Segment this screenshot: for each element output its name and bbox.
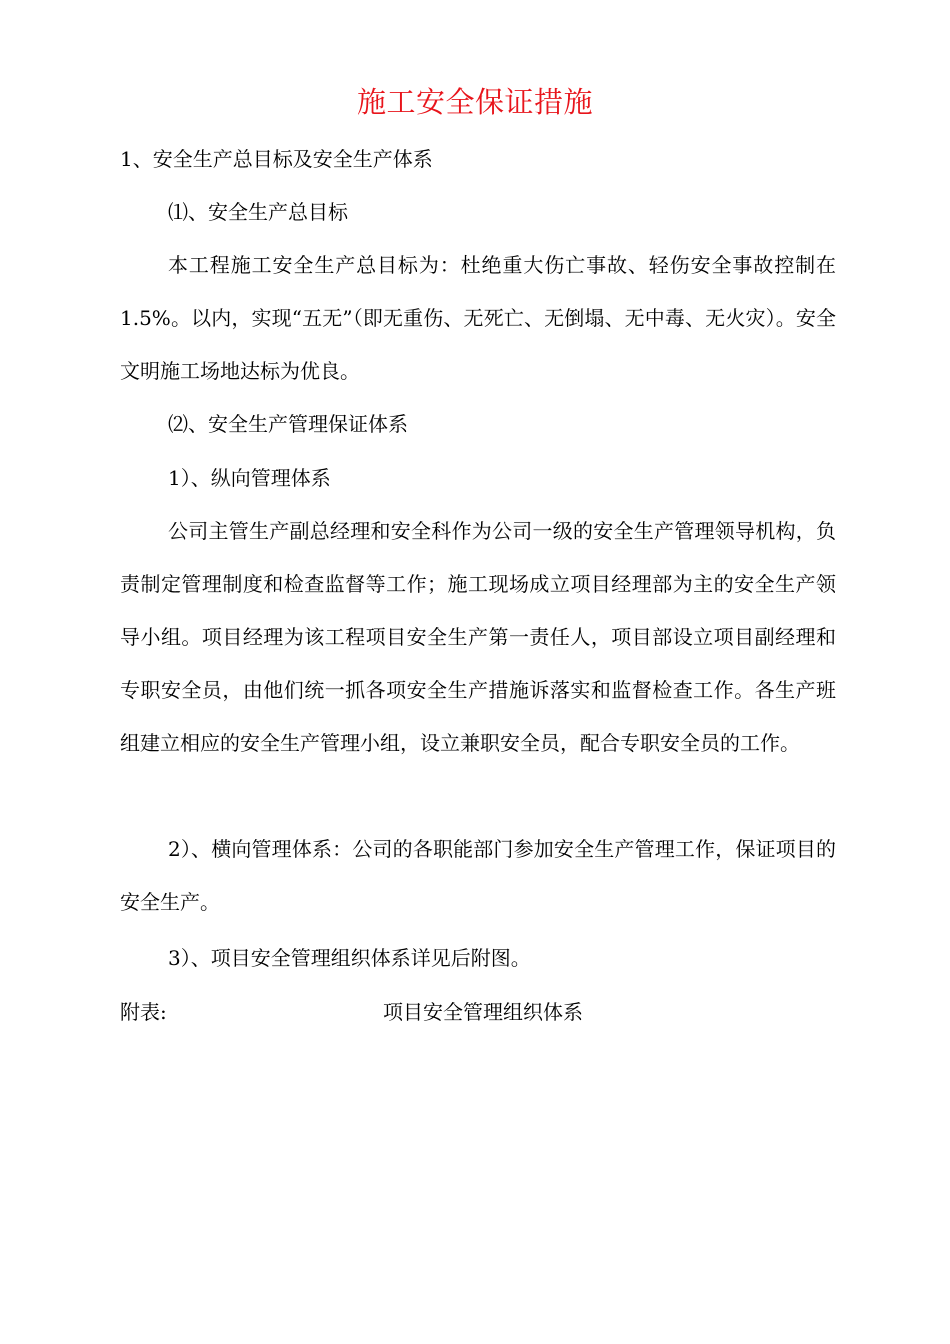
item-organization-chart: 3）、项目安全管理组织体系详见后附图。: [168, 946, 531, 970]
paragraph-safety-goal: 本工程施工安全生产总目标为：杜绝重大伤亡事故、轻伤安全事故控制在1.5%。以内，实现“五无”（即无重伤、无死亡、无倒塌、无中毒、无火灾）。安全文明施工场地达标为优良。: [120, 253, 836, 383]
document-title: 施工安全保证措施: [356, 85, 593, 119]
item-vertical-management: 1）、纵向管理体系: [168, 466, 331, 490]
appendix-title: 项目安全管理组织体系: [383, 1000, 583, 1024]
appendix-label: 附表:: [120, 1000, 167, 1024]
paragraph-horizontal-management: 2）、横向管理体系：公司的各职能部门参加安全生产管理工作，保证项目的安全生产。: [120, 837, 836, 914]
paragraph-vertical-management: 公司主管生产副总经理和安全科作为公司一级的安全生产管理领导机构，负责制定管理制度和检查监督等工作；施工现场成立项目经理部为主的安全生产领导小组。项目经理为该工程项目安全生产第一责任人，项目部设立项目副经理和专职安全员，由他们统一抓各项安全生产措施诉落实和监督检查工作。各生产班组建立相应的安全生产管理小组，设立兼职安全员，配合专职安全员的工作。: [120, 519, 836, 755]
sub-heading-management-system: ⑵、安全生产管理保证体系: [168, 412, 408, 436]
sub-heading-safety-goal: ⑴、安全生产总目标: [168, 200, 348, 224]
section-heading: 1、安全生产总目标及安全生产体系: [120, 147, 433, 171]
